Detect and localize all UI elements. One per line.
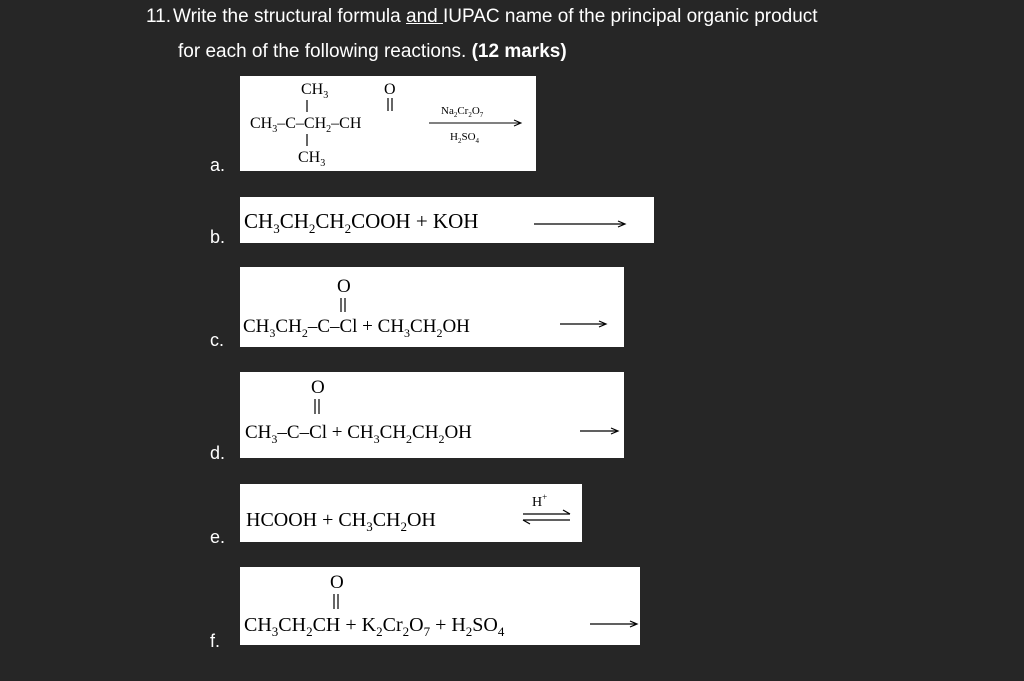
part-f-label: f. bbox=[210, 631, 221, 651]
question-text-a: Write the structural formula bbox=[173, 6, 407, 27]
reaction-d bbox=[240, 372, 624, 458]
reaction-f-equation: $CH_3CH_2CH + K_2Cr_2O_7 + H_2SO_4$ bbox=[244, 614, 505, 639]
part-e-label: e. bbox=[210, 527, 226, 547]
reaction-b-equation: $CH_3CH_2CH_2COOH$ + KOH bbox=[244, 209, 479, 236]
reaction-e-equation: HCOOH + $CH_3CH_2OH$ bbox=[246, 509, 436, 534]
reaction-d-figure bbox=[240, 372, 624, 458]
question-text-underlined: and bbox=[406, 6, 443, 27]
reaction-a-chain: $CH_3-C-CH_2-CH$ bbox=[250, 115, 362, 135]
part-b-label: b. bbox=[210, 227, 226, 247]
reaction-b-figure bbox=[240, 197, 654, 243]
reaction-c-equation: $CH_3CH_2-C-Cl + CH_3CH_2OH$ bbox=[243, 316, 470, 340]
reaction-e bbox=[240, 484, 582, 542]
reaction-a-ch3-top: $CH_3$ bbox=[301, 81, 329, 101]
reaction-c-oxygen: O bbox=[337, 276, 351, 297]
reaction-a-figure bbox=[240, 76, 536, 171]
reaction-a-oxygen: O bbox=[384, 81, 396, 98]
question-line-1 bbox=[173, 6, 818, 28]
reaction-f-figure bbox=[240, 567, 640, 645]
part-d-label: d. bbox=[210, 443, 226, 463]
reaction-c bbox=[240, 267, 624, 347]
reaction-a-reagent-top: $Na_2Cr_2O_7$ bbox=[441, 105, 484, 119]
question-number: 11. bbox=[146, 6, 172, 27]
question-line-2 bbox=[178, 41, 567, 63]
reaction-c-figure bbox=[240, 267, 624, 347]
reaction-e-figure bbox=[240, 484, 582, 542]
reaction-f-oxygen: O bbox=[330, 572, 344, 593]
part-a-label: a. bbox=[210, 155, 226, 175]
question-marks: (12 marks) bbox=[471, 41, 567, 62]
reaction-d-oxygen: O bbox=[311, 377, 325, 398]
reaction-a-ch3-bottom: $CH_3$ bbox=[298, 149, 326, 169]
question-text-b: IUPAC name of the principal organic product bbox=[443, 6, 818, 27]
reaction-d-equation: $CH_3-C-Cl + CH_3CH_2CH_2OH$ bbox=[245, 422, 472, 446]
reaction-a bbox=[240, 76, 536, 171]
reaction-a-reagent-bottom: $H_2SO_4$ bbox=[450, 131, 480, 145]
question-text-line2: for each of the following reactions. bbox=[178, 41, 472, 62]
reaction-f bbox=[240, 567, 640, 645]
reaction-b bbox=[240, 197, 654, 243]
reaction-e-catalyst: H+ bbox=[532, 492, 548, 510]
part-c-label: c. bbox=[210, 330, 225, 350]
